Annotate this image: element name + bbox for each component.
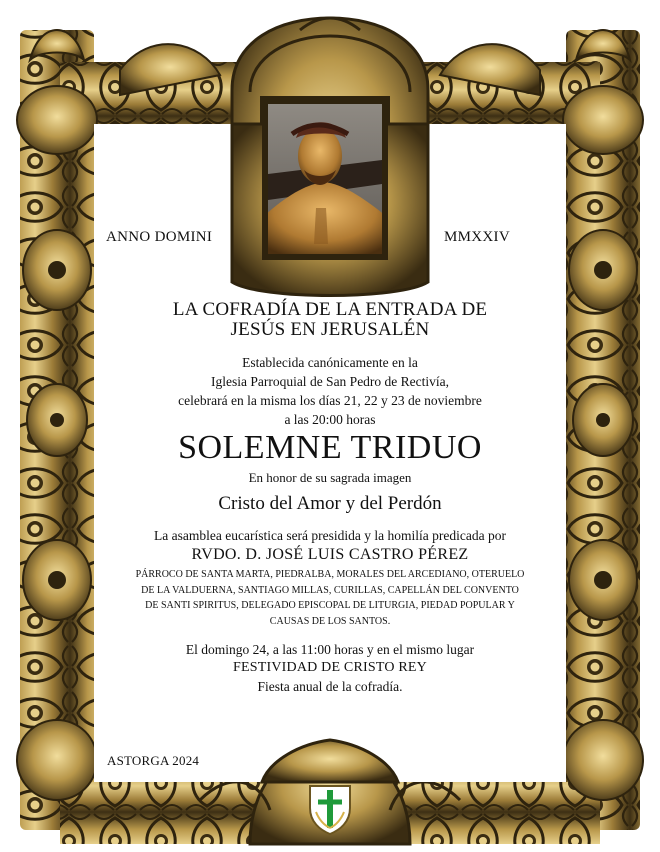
christ-image-photo <box>268 104 382 254</box>
sunday-line: El domingo 24, a las 11:00 horas y en el mismo lugar <box>185 642 475 657</box>
duties-line: PÁRROCO DE SANTA MARTA, PIEDRALBA, MORALES DEL ARCEDIANO, OTERUELO <box>135 569 525 580</box>
duties-line: DE SANTI SPIRITUS, DELEGADO EPISCOPAL DE LITURGIA, PIEDAD POPULAR Y <box>145 600 515 611</box>
intro-paragraph <box>0 353 660 429</box>
presided-line: La asamblea eucarística será presidida y la homilía predicada por <box>154 528 506 543</box>
duties-line: CAUSAS DE LOS SANTOS. <box>269 615 391 627</box>
intro-line: celebrará en la misma los días 21, 22 y 23 de noviembre <box>178 393 482 408</box>
event-title: SOLEMNE TRIDUO <box>178 429 482 466</box>
intro-line: Iglesia Parroquial de San Pedro de Rectivía, <box>210 374 450 389</box>
brotherhood-line-2: JESÚS EN JERUSALÉN <box>230 319 430 340</box>
place-year-label: ASTORGA 2024 <box>107 753 200 768</box>
feast-name: FESTIVIDAD DE CRISTO REY <box>233 660 427 675</box>
brotherhood-name <box>0 300 660 340</box>
priest-duties <box>0 567 660 629</box>
christ-image-icon <box>268 104 382 254</box>
intro-line: Establecida canónicamente en la <box>242 355 418 370</box>
priest-name: RVDO. D. JOSÉ LUIS CASTRO PÉREZ <box>191 546 469 563</box>
honor-line: En honor de su sagrada imagen <box>248 470 412 485</box>
cross-shield-icon <box>306 782 354 836</box>
sacred-image-name: Cristo del Amor y del Perdón <box>218 493 442 514</box>
year-roman-numeral: MMXXIV <box>444 229 510 245</box>
intro-line: a las 20:00 horas <box>284 412 376 427</box>
brotherhood-line-1: LA COFRADÍA DE LA ENTRADA DE <box>172 299 488 320</box>
annual-line: Fiesta anual de la cofradía. <box>257 679 403 694</box>
anno-domini-label: ANNO DOMINI <box>106 229 213 245</box>
duties-line: DE LA VALDUERNA, SANTIAGO MILLAS, CURILLAS, CAPELLÁN DEL CONVENTO <box>141 584 519 596</box>
